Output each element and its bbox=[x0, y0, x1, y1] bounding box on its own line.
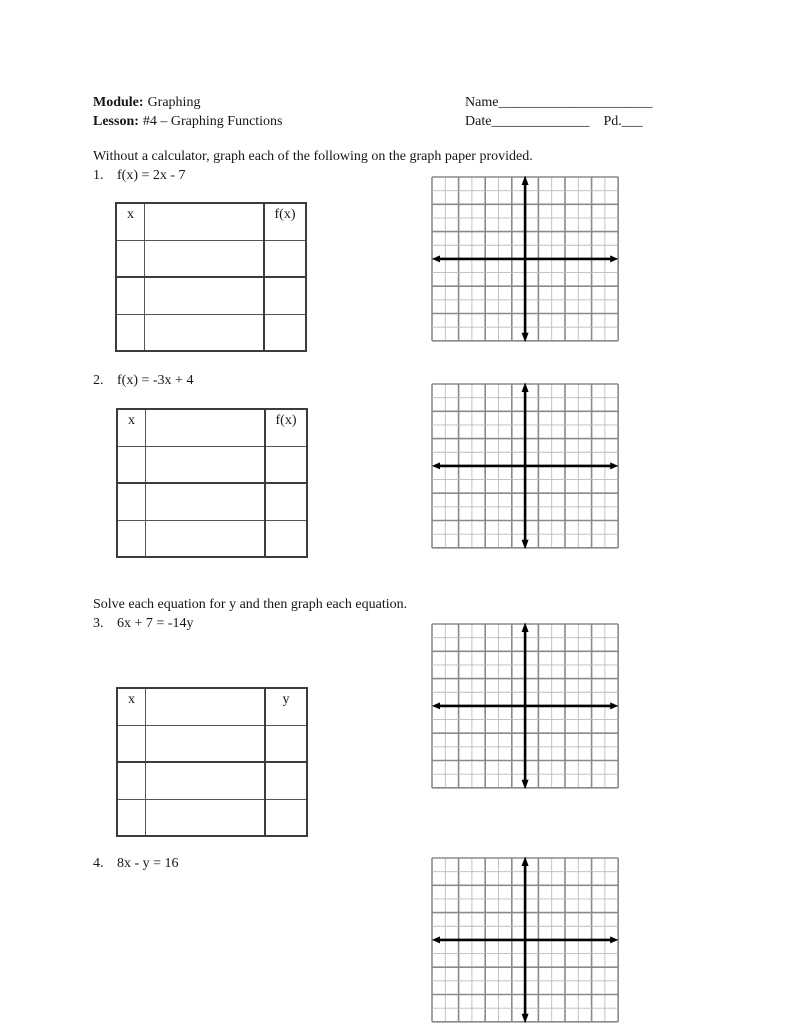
lesson-value: #4 – Graphing Functions bbox=[142, 114, 283, 129]
problem-2-number: 2. bbox=[93, 373, 104, 388]
problem-2-line bbox=[93, 373, 193, 389]
table2-cell bbox=[265, 520, 307, 557]
table2-header-x: x bbox=[117, 409, 146, 446]
coordinate-grid-3 bbox=[429, 621, 622, 792]
table2-cell bbox=[146, 483, 266, 520]
table1-cell bbox=[116, 240, 145, 277]
instructions-first: Without a calculator, graph each of the following on the graph paper provided. bbox=[93, 149, 533, 164]
table2-cell bbox=[117, 483, 146, 520]
table2-header-fx: f(x) bbox=[265, 409, 307, 446]
date-line bbox=[465, 112, 652, 131]
module-value: Graphing bbox=[147, 95, 201, 110]
problem-3-equation: 6x + 7 = -14y bbox=[117, 616, 194, 631]
date-label: Date bbox=[465, 114, 492, 129]
instructions-second: Solve each equation for y and then graph each equation. bbox=[93, 597, 408, 612]
coordinate-grid-1 bbox=[429, 174, 622, 345]
table1-cell bbox=[116, 277, 145, 314]
name-line bbox=[465, 93, 652, 112]
table3-header-mid bbox=[146, 688, 266, 725]
date-blank: ______________ bbox=[491, 114, 590, 129]
problem-1-equation: f(x) = 2x - 7 bbox=[117, 168, 186, 183]
problem-1-number: 1. bbox=[93, 168, 104, 183]
table1-cell bbox=[116, 314, 145, 351]
problem-2-table bbox=[116, 408, 308, 558]
table1-header-fx: f(x) bbox=[264, 203, 306, 240]
coordinate-grid-4 bbox=[429, 855, 622, 1024]
table3-cell bbox=[146, 762, 266, 799]
grid-svg bbox=[429, 381, 621, 551]
table2-header-mid bbox=[146, 409, 266, 446]
problem-3-number: 3. bbox=[93, 616, 104, 631]
table1-cell bbox=[145, 277, 265, 314]
name-blank: ______________________ bbox=[498, 95, 653, 110]
table1-cell bbox=[145, 240, 265, 277]
table3-cell bbox=[117, 762, 146, 799]
grid-svg bbox=[429, 621, 621, 791]
grid-svg bbox=[429, 174, 621, 344]
pd-blank: ___ bbox=[621, 114, 643, 129]
table3-cell bbox=[146, 799, 266, 836]
lesson-line bbox=[93, 112, 283, 131]
table1-cell bbox=[264, 277, 306, 314]
table3-cell bbox=[146, 725, 266, 762]
coordinate-grid-2 bbox=[429, 381, 622, 552]
problem-2-equation: f(x) = -3x + 4 bbox=[117, 373, 194, 388]
table3-header-y: y bbox=[265, 688, 307, 725]
table1-cell bbox=[264, 314, 306, 351]
table3-cell bbox=[117, 725, 146, 762]
table1-header-mid bbox=[145, 203, 265, 240]
table3-cell bbox=[265, 799, 307, 836]
table3-cell bbox=[117, 799, 146, 836]
grid-svg bbox=[429, 855, 621, 1024]
header-right bbox=[465, 93, 652, 131]
pd-label: Pd. bbox=[603, 114, 622, 129]
table1-header-x: x bbox=[116, 203, 145, 240]
table2-cell bbox=[146, 446, 266, 483]
problem-4-number: 4. bbox=[93, 856, 104, 871]
table2-cell bbox=[117, 446, 146, 483]
module-label: Module: bbox=[93, 95, 144, 110]
problem-1-line bbox=[93, 168, 186, 184]
table2-cell bbox=[265, 483, 307, 520]
module-line bbox=[93, 93, 283, 112]
name-label: Name bbox=[465, 95, 499, 110]
problem-3-table bbox=[116, 687, 308, 837]
table3-header-x: x bbox=[117, 688, 146, 725]
table2-cell bbox=[265, 446, 307, 483]
table3-cell bbox=[265, 725, 307, 762]
table3-cell bbox=[265, 762, 307, 799]
problem-1-table bbox=[115, 202, 307, 352]
lesson-label: Lesson: bbox=[93, 114, 139, 129]
problem-3-line bbox=[93, 616, 193, 632]
table2-cell bbox=[117, 520, 146, 557]
header-left bbox=[93, 93, 283, 131]
table1-cell bbox=[264, 240, 306, 277]
problem-4-equation: 8x - y = 16 bbox=[117, 856, 179, 871]
table1-cell bbox=[145, 314, 265, 351]
table2-cell bbox=[146, 520, 266, 557]
problem-4-line bbox=[93, 856, 179, 872]
